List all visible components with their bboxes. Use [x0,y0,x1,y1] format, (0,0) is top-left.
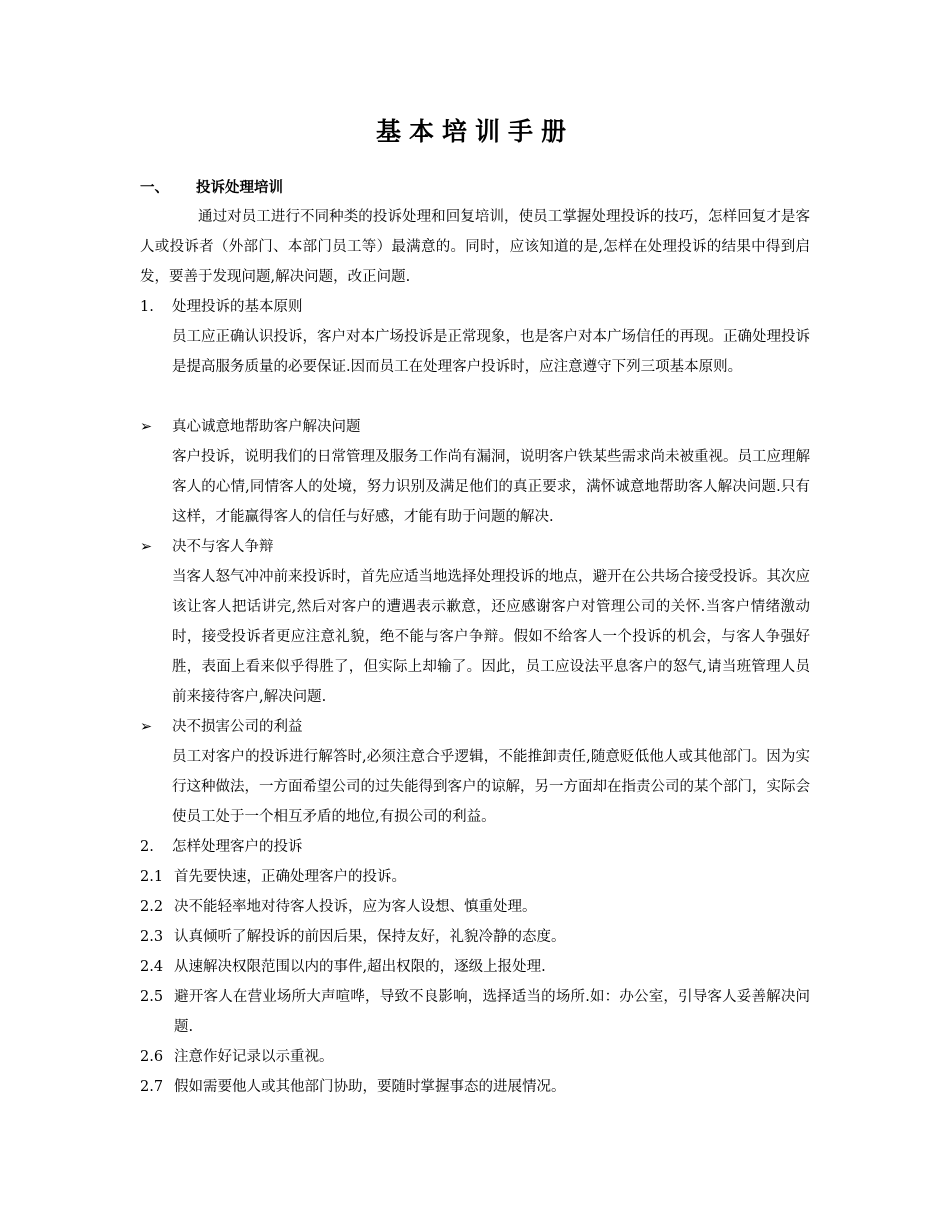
part1-text: 员工应正确认识投诉，客户对本广场投诉是正常现象，也是客户对本广场信任的再现。正确处理投诉是提高服务质量的必要保证.因而员工在处理客户投诉时，应注意遵守下列三项基本原则。 [172,329,810,375]
step-number: 2.1 [140,869,164,885]
section-intro: 通过对员工进行不同种类的投诉处理和回复培训，使员工掌握处理投诉的技巧，怎样回复才是客人或投诉者（外部门、本部门员工等）最满意的。同时，应该知道的是,怎样在处理投诉的结果中得到启发，要善于发现问题,解决问题，改正问题. [140,209,810,285]
list-item [140,1042,810,1072]
part1-heading [140,292,810,322]
list-item [140,862,810,892]
step-number: 2.4 [140,959,164,975]
part2-number: 2. [140,839,154,855]
arrow-bullet-icon: ➢ [140,539,153,555]
section-heading [140,178,283,198]
part2-heading [140,832,810,862]
step-number: 2.3 [140,929,164,945]
step-text: 注意作好记录以示重视。 [174,1049,334,1065]
step-number: 2.6 [140,1049,164,1065]
step-text: 认真倾听了解投诉的前因后果，保持友好，礼貌冷静的态度。 [174,929,566,945]
principle-text: 当客人怒气冲冲前来投诉时，首先应适当地选择处理投诉的地点，避开在公共场合接受投诉。其次应该让客人把话讲完,然后对客户的遭遇表示歉意，还应感谢客户对管理公司的关怀.当客户情绪激动时，接受投诉者更应注意礼貌，绝不能与客户争辩。假如不给客人一个投诉的机会，与客人争强好胜，表面上看来似乎得胜了，但实际上却输了。因此，员工应设法平息客户的怒气,请当班管理人员前来接待客户,解决问题. [172,569,810,705]
principle-text: 客户投诉，说明我们的日常管理及服务工作尚有漏洞，说明客户铁某些需求尚未被重视。员工应理解客人的心情,同情客人的处境，努力识别及满足他们的真正要求，满怀诚意地帮助客人解决问题.只有这样，才能赢得客人的信任与好感，才能有助于问题的解决. [172,449,810,525]
list-item [140,892,810,922]
step-text: 首先要快速，正确处理客户的投诉。 [174,869,406,885]
section-number: 一、 [140,179,169,196]
principle-heading [140,712,810,742]
list-item [140,982,810,1042]
step-number: 2.7 [140,1079,164,1095]
step-text: 决不能轻率地对待客人投诉，应为客人设想、慎重处理。 [174,899,537,915]
document-title: 基本培训手册 [375,117,574,146]
principle-title: 决不与客人争辩 [172,539,274,555]
step-text: 假如需要他人或其他部门协助，要随时掌握事态的进展情况。 [174,1079,566,1095]
step-number: 2.5 [140,989,164,1005]
principle-heading [140,532,810,562]
principle-title: 决不损害公司的利益 [172,719,303,735]
part2-title: 怎样处理客户的投诉 [172,839,303,855]
arrow-bullet-icon: ➢ [140,719,153,735]
step-number: 2.2 [140,899,164,915]
section-title: 投诉处理培训 [196,179,283,196]
step-text: 从速解决权限范围以内的事件,超出权限的，逐级上报处理. [174,959,546,975]
list-item [140,1072,810,1102]
list-item [140,922,810,952]
principle-text: 员工对客户的投诉进行解答时,必须注意合乎逻辑，不能推卸责任,随意贬低他人或其他部门。因为实行这种做法，一方面希望公司的过失能得到客户的谅解，另一方面却在指责公司的某个部门，实际会使员工处于一个相互矛盾的地位,有损公司的利益。 [172,749,810,825]
principle-heading [140,412,810,442]
part1-number: 1. [140,299,154,315]
list-item [140,952,810,982]
principle-title: 真心诚意地帮助客户解决问题 [172,419,361,435]
arrow-bullet-icon: ➢ [140,419,153,435]
step-text: 避开客人在营业场所大声喧哗，导致不良影响，选择适当的场所.如：办公室，引导客人妥善解决问题. [174,989,810,1035]
part1-title: 处理投诉的基本原则 [172,299,303,315]
